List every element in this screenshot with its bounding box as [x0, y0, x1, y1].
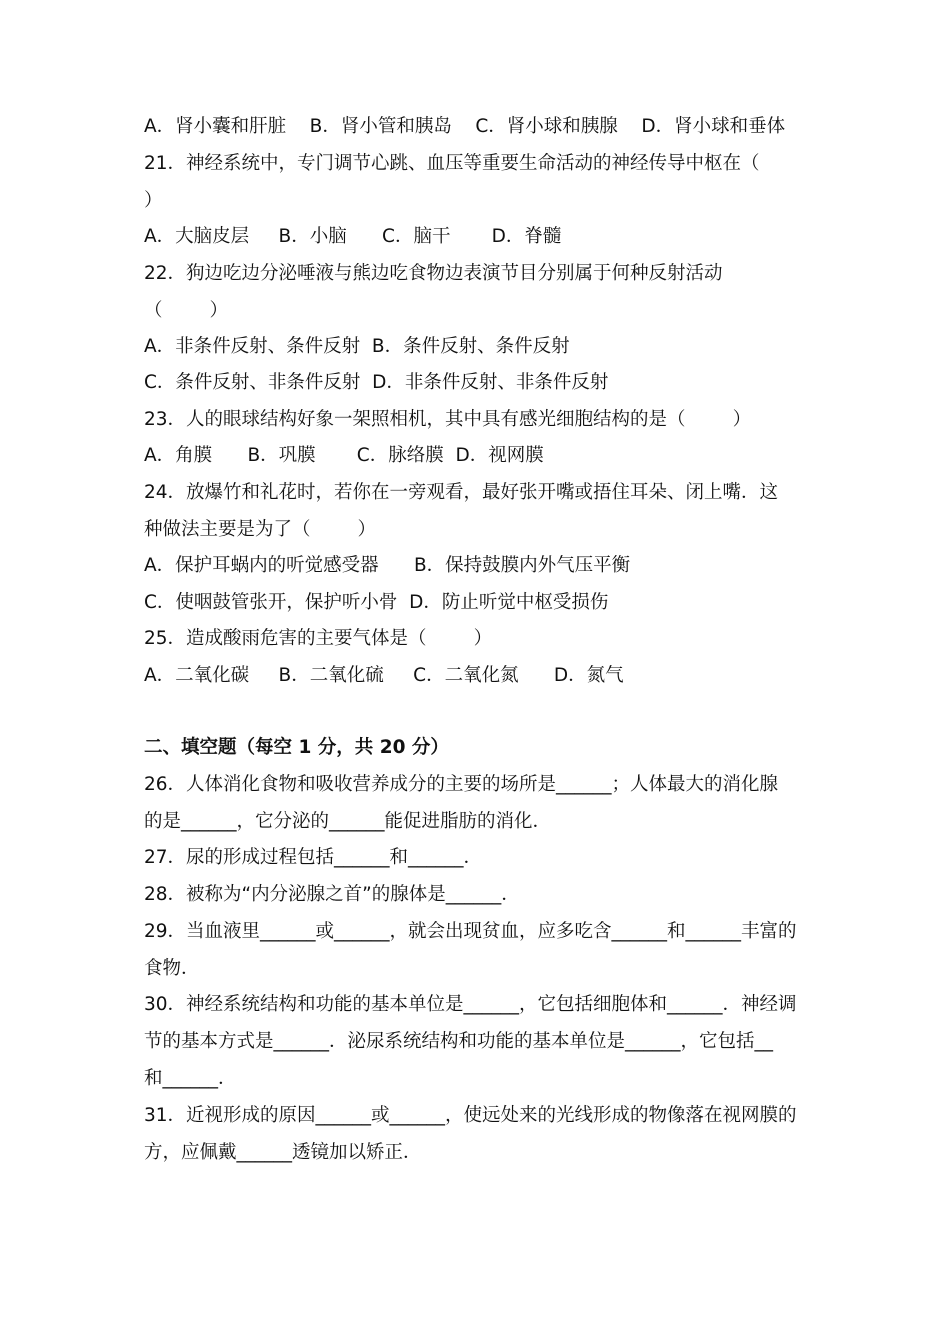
q26-text-2: 的是______，它分泌的______能促进脂肪的消化．	[144, 811, 552, 832]
q21-text-2: ）	[144, 190, 163, 211]
section-heading-fill-blank: 二、填空题（每空 1 分，共 20 分）	[144, 737, 449, 758]
q24-text-2: 种做法主要是为了（ ）	[144, 519, 377, 540]
q30-text-1: 30．神经系统结构和功能的基本单位是______，它包括细胞体和______．神经调	[144, 994, 797, 1015]
q30-text-2: 节的基本方式是______．泌尿系统结构和功能的基本单位是______，它包括__	[144, 1031, 774, 1052]
q28-text: 28．被称为“内分泌腺之首”的腺体是______．	[144, 884, 520, 905]
q25-text: 25．造成酸雨危害的主要气体是（ ）	[144, 628, 493, 649]
q24-options-ab: A．保护耳蜗内的听觉感受器 B．保持鼓膜内外气压平衡	[144, 555, 631, 576]
q21-options: A．大脑皮层 B．小脑 C．脑干 D．脊髓	[144, 226, 562, 247]
q31-text-1: 31．近视形成的原因______或______，使远处来的光线形成的物像落在视网膜的	[144, 1105, 797, 1126]
q23-text: 23．人的眼球结构好象一架照相机，其中具有感光细胞结构的是（ ）	[144, 409, 752, 430]
q30-text-3: 和______．	[144, 1068, 237, 1089]
q27-text: 27．尿的形成过程包括______和______．	[144, 847, 483, 868]
q26-text-1: 26．人体消化食物和吸收营养成分的主要的场所是______；人体最大的消化腺	[144, 774, 779, 795]
q21-text-1: 21．神经系统中，专门调节心跳、血压等重要生命活动的神经传导中枢在（	[144, 153, 760, 174]
q22-options-ab: A．非条件反射、条件反射 B．条件反射、条件反射	[144, 336, 570, 357]
q31-text-2: 方，应佩戴______透镜加以矫正．	[144, 1142, 422, 1163]
q23-options: A．角膜 B．巩膜 C．脉络膜 D．视网膜	[144, 445, 544, 466]
q22-text-2: （ ）	[144, 300, 229, 321]
q22-options-cd: C．条件反射、非条件反射 D．非条件反射、非条件反射	[144, 372, 609, 393]
q29-text-2: 食物．	[144, 958, 200, 979]
q24-options-cd: C．使咽鼓管张开，保护听小骨 D．防止听觉中枢受损伤	[144, 592, 609, 613]
q25-options: A．二氧化碳 B．二氧化硫 C．二氧化氮 D．氮气	[144, 665, 624, 686]
q29-text-1: 29．当血液里______或______，就会出现贫血，应多吃含______和______丰富的	[144, 921, 797, 942]
q22-text-1: 22．狗边吃边分泌唾液与熊边吃食物边表演节目分别属于何种反射活动	[144, 263, 723, 284]
q24-text-1: 24．放爆竹和礼花时，若你在一旁观看，最好张开嘴或捂住耳朵、闭上嘴．这	[144, 482, 779, 503]
q20-options: A．肾小囊和肝脏 B．肾小管和胰岛 C．肾小球和胰腺 D．肾小球和垂体	[144, 116, 786, 137]
